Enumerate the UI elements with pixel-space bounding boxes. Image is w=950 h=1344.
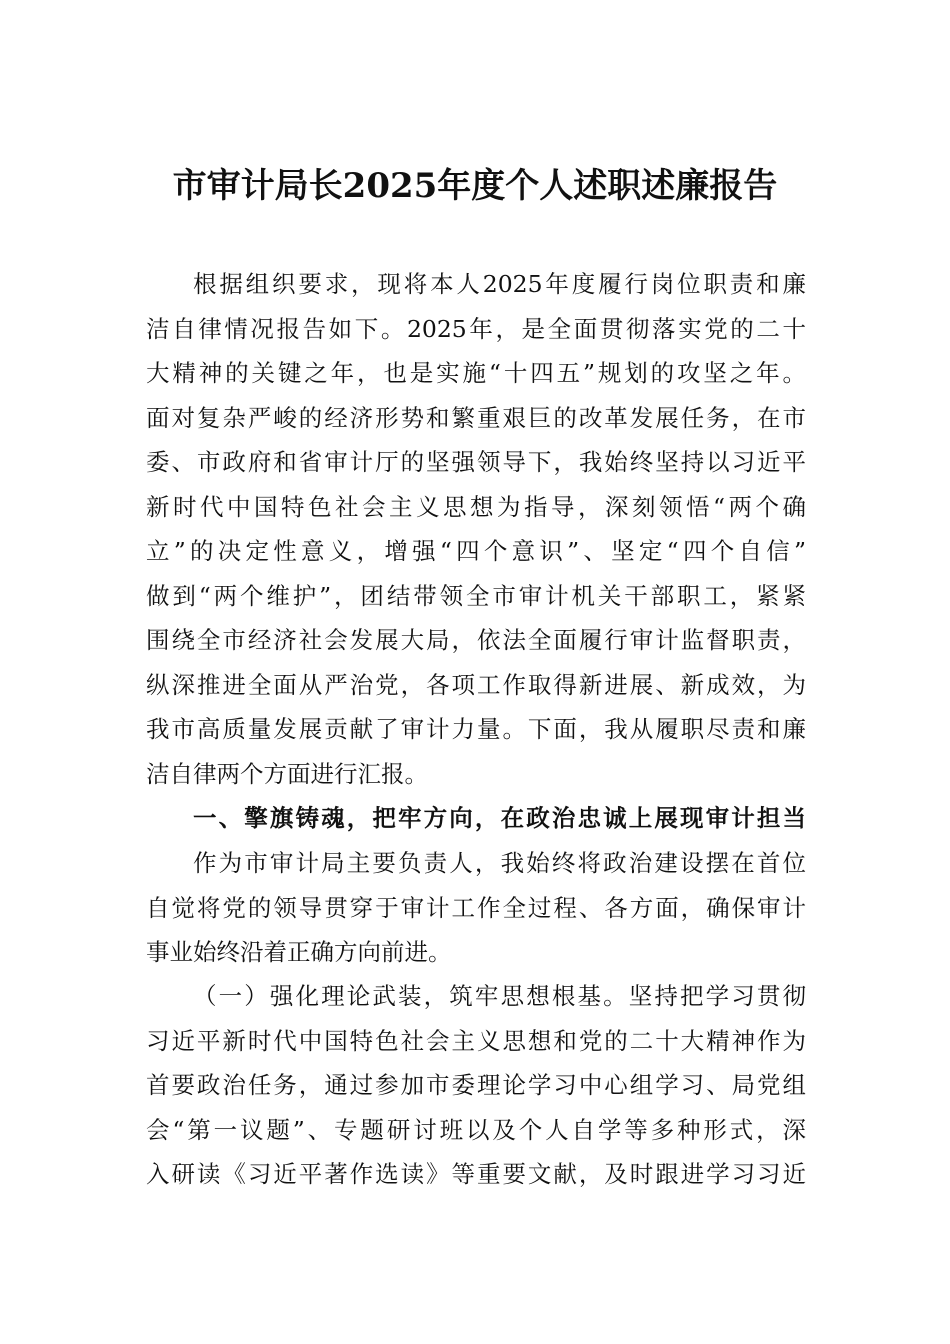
- text-line: 事业始终沿着正确方向前进。: [146, 938, 452, 966]
- paragraph-section1: [146, 841, 806, 975]
- text-line: 面对复杂严峻的经济形势和繁重艰巨的改革发展任务，在市: [146, 403, 806, 432]
- text-line: 围绕全市经济社会发展大局，依法全面履行审计监督职责，: [146, 626, 806, 654]
- text-line: 做到“两个维护”，团结带领全市审计机关干部职工，紧紧: [146, 581, 806, 610]
- text-line: 会“第一议题”、专题研讨班以及个人自学等多种形式，深: [146, 1115, 806, 1144]
- text-line: 习近平新时代中国特色社会主义思想和党的二十大精神作为: [146, 1026, 806, 1055]
- text-line: 洁自律两个方面进行汇报。: [146, 759, 428, 788]
- text-line: 入研读《习近平著作选读》等重要文献，及时跟进学习习近: [146, 1160, 806, 1188]
- text-line: 立”的决定性意义，增强“四个意识”、坚定“四个自信”: [146, 537, 806, 565]
- text-line: 新时代中国特色社会主义思想为指导，深刻领悟“两个确: [146, 492, 806, 521]
- text-line: 我市高质量发展贡献了审计力量。下面，我从履职尽责和廉: [146, 715, 806, 743]
- text-line: 作为市审计局主要负责人，我始终将政治建设摆在首位: [193, 849, 806, 877]
- text-line: 洁自律情况报告如下。2025年，是全面贯彻落实党的二十: [146, 314, 806, 343]
- document-title: 市审计局长2025年度个人述职述廉报告: [172, 166, 778, 206]
- text-line: （一）强化理论武装，筑牢思想根基。坚持把学习贯彻: [193, 982, 806, 1010]
- section-heading-1-block: [146, 796, 806, 841]
- text-line: 委、市政府和省审计厅的坚强领导下，我始终坚持以习近平: [146, 448, 806, 476]
- text-line: 大精神的关键之年，也是实施“十四五”规划的攻坚之年。: [146, 359, 806, 387]
- text-line: 根据组织要求，现将本人2025年度履行岗位职责和廉: [193, 270, 806, 298]
- section-heading: 一、擎旗铸魂，把牢方向，在政治忠诚上展现审计担当: [193, 804, 806, 832]
- text-line: 首要政治任务，通过参加市委理论学习中心组学习、局党组: [146, 1071, 806, 1099]
- paragraph-subsection1: [146, 974, 806, 1197]
- text-line: 纵深推进全面从严治党，各项工作取得新进展、新成效，为: [146, 670, 806, 699]
- text-line: 自觉将党的领导贯穿于审计工作全过程、各方面，确保审计: [146, 893, 806, 922]
- paragraph-intro: [146, 262, 806, 796]
